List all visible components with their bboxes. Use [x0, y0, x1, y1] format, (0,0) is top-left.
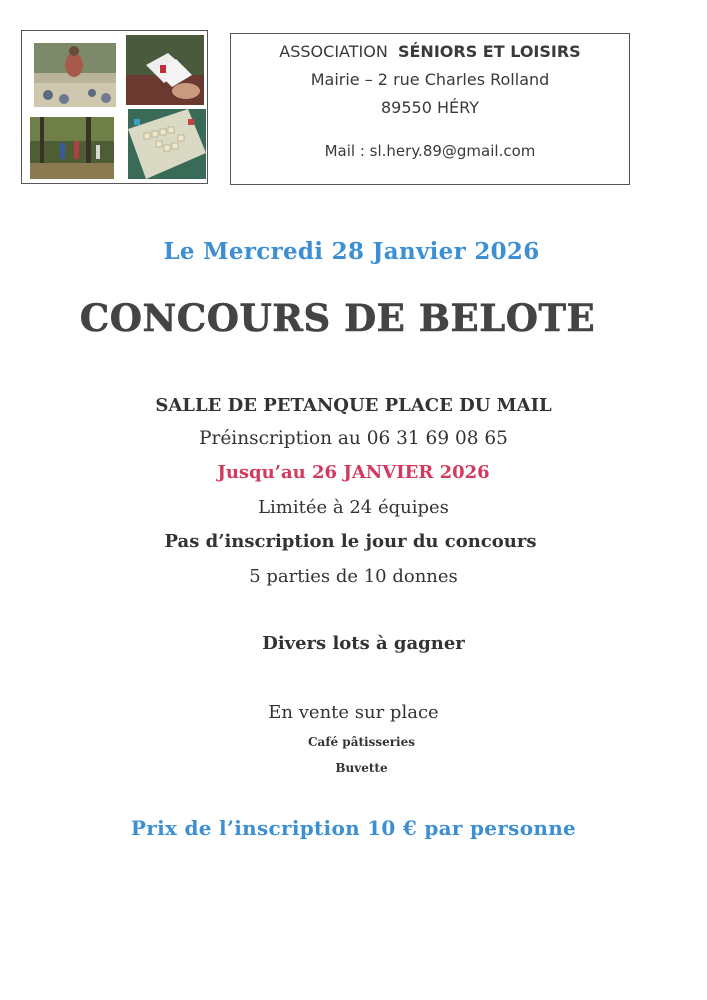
association-heading — [231, 42, 629, 61]
preregistration-info: Préinscription au 06 31 69 08 65 — [199, 428, 508, 449]
petanque-photo — [34, 43, 116, 107]
association-city: 89550 HÉRY — [381, 98, 479, 117]
registration-price: Prix de l’inscription 10 € par personne — [130, 816, 577, 840]
games-info: 5 parties de 10 donnes — [249, 566, 458, 587]
card-game-photo — [126, 35, 204, 105]
team-limit: Limitée à 24 équipes — [258, 497, 449, 518]
photo-collage — [21, 30, 208, 184]
event-date: Le Mercredi 28 Janvier 2026 — [163, 238, 540, 265]
sale-item-cafe: Café pâtisseries — [308, 735, 415, 749]
association-name: SÉNIORS ET LOISIRS — [397, 42, 581, 61]
event-title: CONCOURS DE BELOTE — [79, 296, 596, 340]
association-box — [230, 33, 630, 185]
no-registration-notice: Pas d’inscription le jour du concours — [164, 531, 537, 552]
sale-item-buvette: Buvette — [335, 761, 388, 775]
association-address: Mairie – 2 rue Charles Rolland — [310, 70, 550, 89]
registration-deadline: Jusqu’au 26 JANVIER 2026 — [217, 462, 490, 483]
association-mail[interactable]: Mail : sl.hery.89@gmail.com — [324, 142, 536, 160]
scrabble-photo — [128, 109, 206, 179]
association-prefix: ASSOCIATION — [279, 42, 388, 61]
on-sale-heading: En vente sur place — [268, 702, 439, 723]
event-venue: SALLE DE PETANQUE PLACE DU MAIL — [155, 395, 552, 416]
prizes-info: Divers lots à gagner — [262, 633, 465, 654]
forest-walk-photo — [30, 117, 114, 179]
